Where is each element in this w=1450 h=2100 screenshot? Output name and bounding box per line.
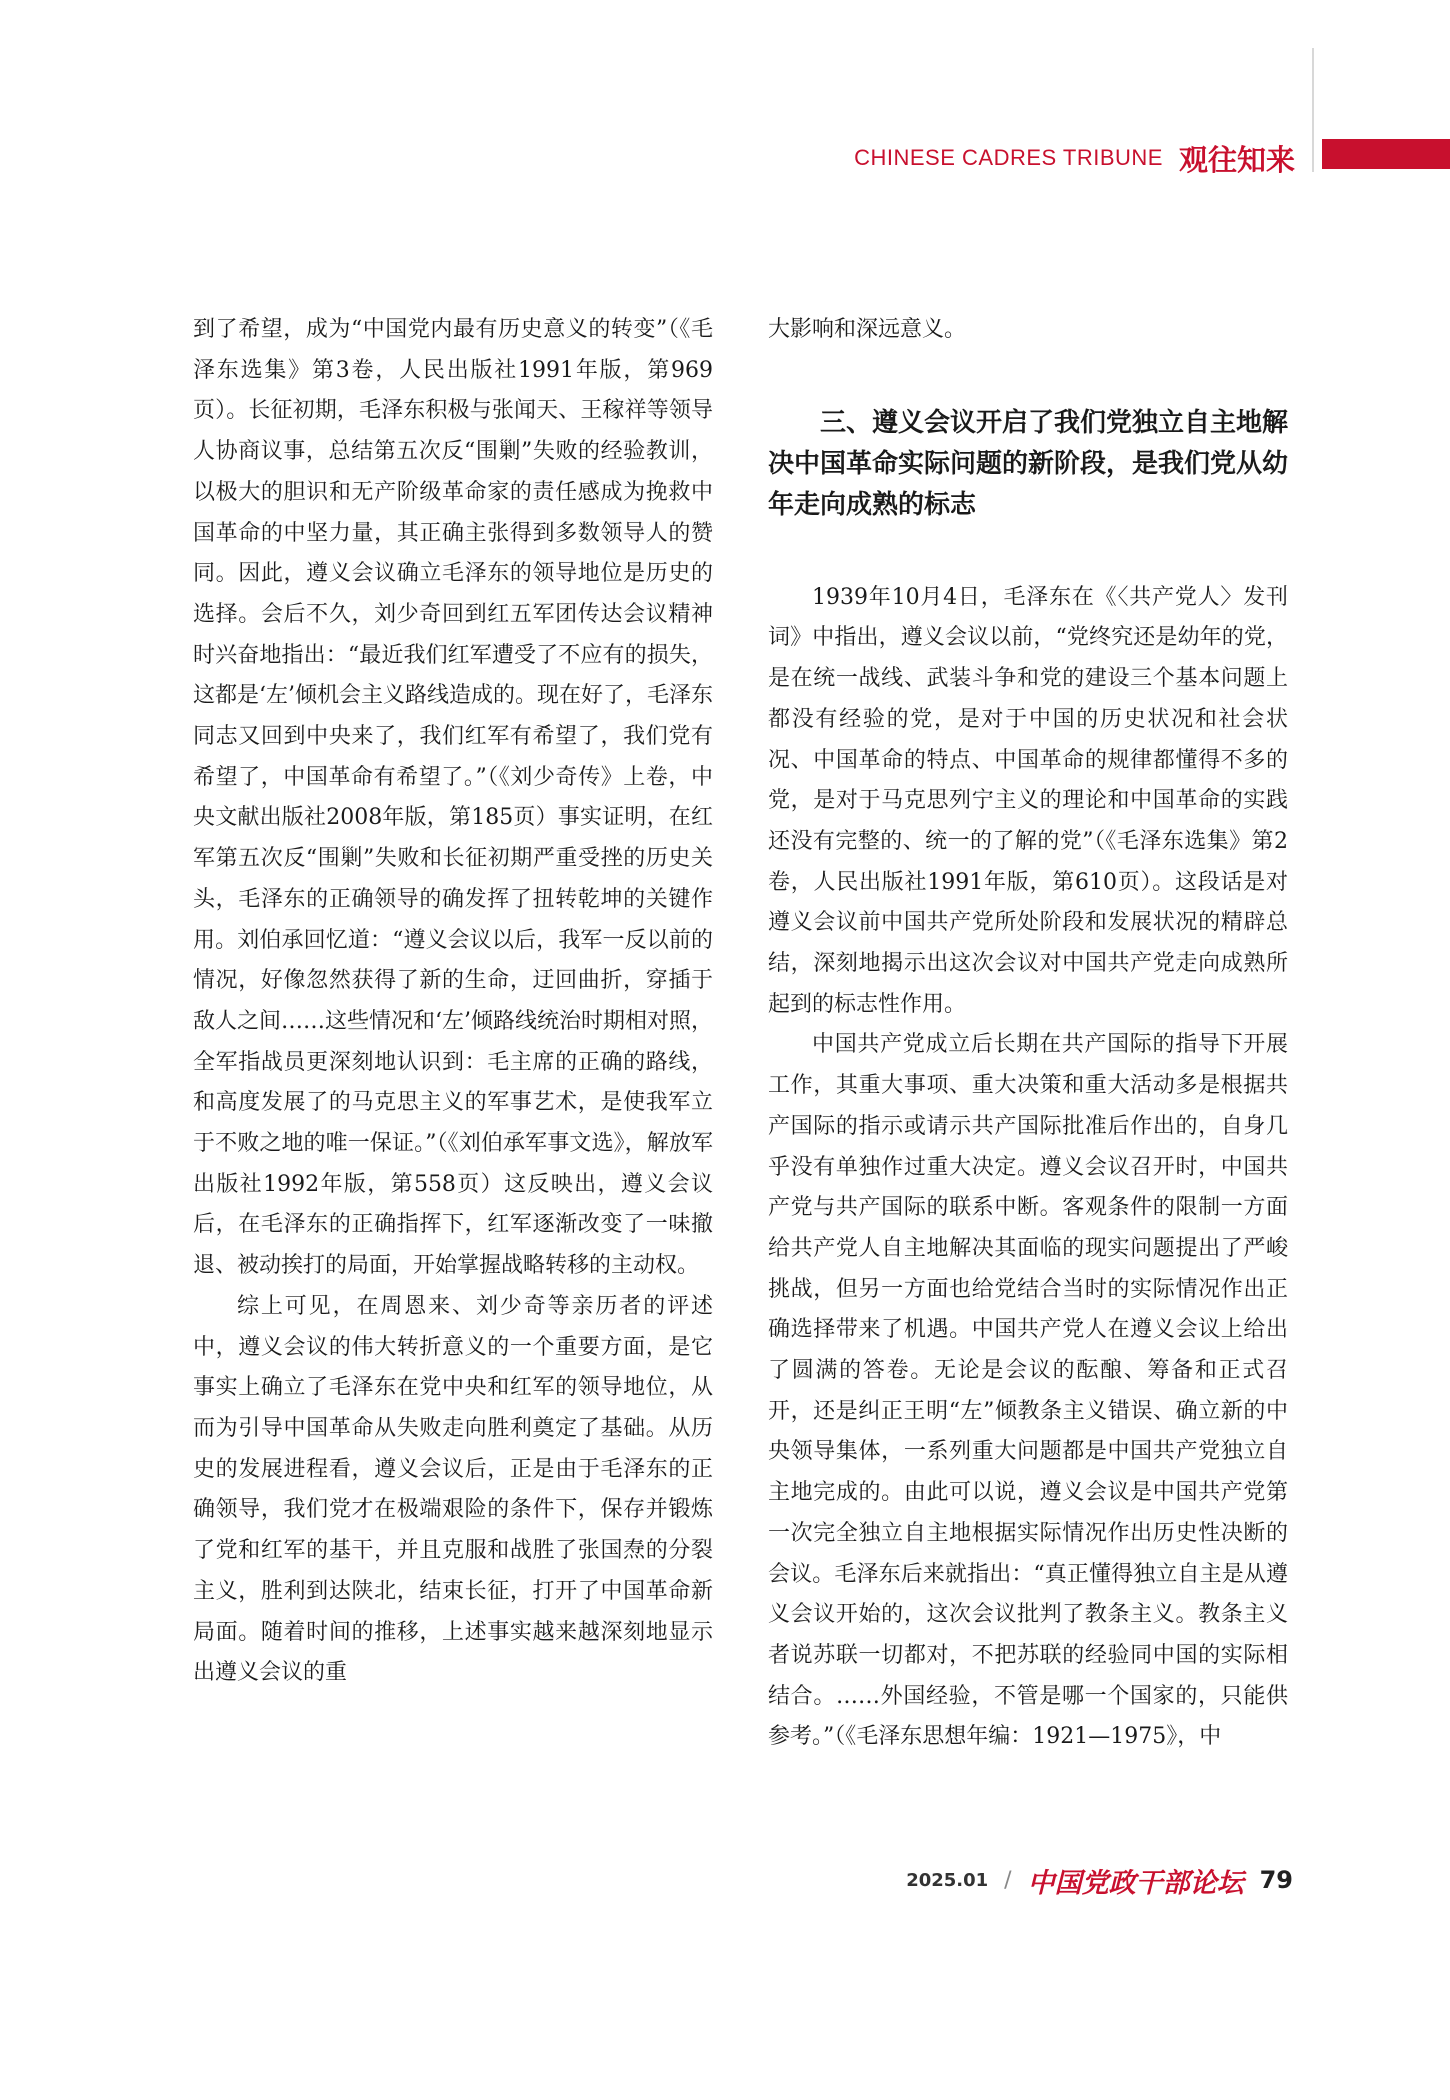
running-header (854, 138, 1295, 178)
journal-english-name: CHINESE CADRES TRIBUNE (854, 145, 1163, 170)
right-paragraph-1: 1939年10月4日，毛泽东在《〈共产党人〉发刊词》中指出，遵义会议以前，“党终究还是幼年的党，是在统一战线、武装斗争和党的建设三个基本问题上都没有经验的党，是对于中国的历史状况和社会状况、中国革命的特点、中国革命的规律都懂得不多的党，是对于马克思列宁主义的理论和中国革命的实践还没有完整的、统一的了解的党”（《毛泽东选集》第2卷，人民出版社1991年版，第610页）。这段话是对遵义会议前中国共产党所处阶段和发展状况的精辟总结，深刻地揭示出这次会议对中国共产党走向成熟所起到的标志性作用。 (768, 584, 1288, 1017)
header-accent-bar (1322, 139, 1450, 169)
left-column (193, 310, 713, 1800)
left-paragraph-2: 综上可见，在周恩来、刘少奇等亲历者的评述中，遵义会议的伟大转折意义的一个重要方面，是它事实上确立了毛泽东在党中央和红军的领导地位，从而为引导中国革命从失败走向胜利奠定了基础。从历史的发展进程看，遵义会议后，正是由于毛泽东的正确领导，我们党才在极端艰险的条件下，保存并锻炼了党和红军的基干，并且克服和战胜了张国焘的分裂主义，胜利到达陕北，结束长征，打开了中国革命新局面。随着时间的推移，上述事实越来越深刻地显示出遵义会议的重 (193, 1293, 713, 1686)
page-number: 79 (1259, 1866, 1293, 1894)
issue-date: 2025.01 (906, 1869, 989, 1891)
footer-separator: / (1004, 1867, 1012, 1893)
magazine-logo: 中国党政干部论坛 (1027, 1867, 1244, 1899)
section-heading: 三、遵义会议开启了我们党独立自主地解决中国革命实际问题的新阶段，是我们党从幼年走向成熟的标志 (768, 407, 1288, 520)
right-lead-text: 大影响和深远意义。 (768, 317, 967, 342)
right-paragraph-2: 中国共产党成立后长期在共产国际的指导下开展工作，其重大事项、重大决策和重大活动多是根据共产国际的指示或请示共产国际批准后作出的，自身几乎没有单独作过重大决定。遵义会议召开时，中国共产党与共产国际的联系中断。客观条件的限制一方面给共产党人自主地解决其面临的现实问题提出了严峻挑战，但另一方面也给党结合当时的实际情况作出正确选择带来了机遇。中国共产党人在遵义会议上给出了圆满的答卷。无论是会议的酝酿、筹备和正式召开，还是纠正王明“左”倾教条主义错误、确立新的中央领导集体，一系列重大问题都是中国共产党独立自主地完成的。由此可以说，遵义会议是中国共产党第一次完全独立自主地根据实际情况作出历史性决断的会议。毛泽东后来就指出：“真正懂得独立自主是从遵义会议开始的，这次会议批判了教条主义。教条主义者说苏联一切都对，不把苏联的经验同中国的实际相结合。……外国经验，不管是哪一个国家的，只能供参考。”（《毛泽东思想年编：1921—1975》，中 (768, 1032, 1288, 1750)
left-paragraph-1: 到了希望，成为“中国党内最有历史意义的转变”（《毛泽东选集》第3卷，人民出版社1991年版，第969页）。长征初期，毛泽东积极与张闻天、王稼祥等领导人协商议事，总结第五次反“围剿”失败的经验教训，以极大的胆识和无产阶级革命家的责任感成为挽救中国革命的中坚力量，其正确主张得到多数领导人的赞同。因此，遵义会议确立毛泽东的领导地位是历史的选择。会后不久，刘少奇回到红五军团传达会议精神时兴奋地指出：“最近我们红军遭受了不应有的损失，这都是‘左’倾机会主义路线造成的。现在好了，毛泽东同志又回到中央来了，我们红军有希望了，我们党有希望了，中国革命有希望了。”（《刘少奇传》上卷，中央文献出版社2008年版，第185页）事实证明，在红军第五次反“围剿”失败和长征初期严重受挫的历史关头，毛泽东的正确领导的确发挥了扭转乾坤的关键作用。刘伯承回忆道：“遵义会议以后，我军一反以前的情况，好像忽然获得了新的生命，迂回曲折，穿插于敌人之间……这些情况和‘左’倾路线统治时期相对照，全军指战员更深刻地认识到：毛主席的正确的路线，和高度发展了的马克思主义的军事艺术，是使我军立于不败之地的唯一保证。”（《刘伯承军事文选》，解放军出版社1992年版，第558页）这反映出，遵义会议后，在毛泽东的正确指挥下，红军逐渐改变了一味撤退、被动挨打的局面，开始掌握战略转移的主动权。 (193, 317, 713, 1279)
header-divider-line (1312, 48, 1314, 172)
column-name: 观往知来 (1178, 142, 1295, 177)
page-footer (906, 1860, 1293, 1900)
right-column (768, 310, 1288, 1800)
